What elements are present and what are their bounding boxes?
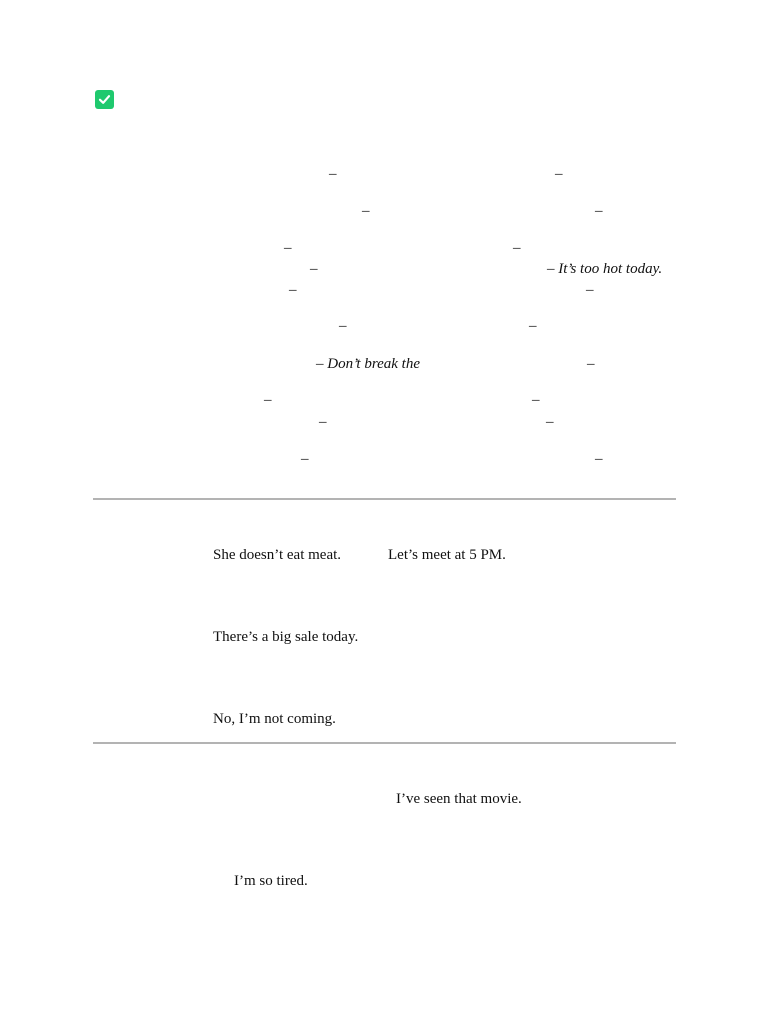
section-divider — [93, 742, 676, 744]
dash-mark: – — [513, 240, 521, 256]
dash-mark: – — [301, 451, 309, 467]
dash-mark: – — [555, 166, 563, 182]
sentence-text: I’ve seen that movie. — [396, 791, 522, 807]
dash-mark: – — [595, 203, 603, 219]
dash-mark: – — [289, 282, 297, 298]
sentence-text: I’m so tired. — [234, 873, 308, 889]
check-icon — [98, 93, 111, 106]
dash-mark: – — [284, 240, 292, 256]
dash-mark: – — [595, 451, 603, 467]
sentence-text: She doesn’t eat meat. — [213, 547, 342, 563]
dash-mark: – — [339, 318, 347, 334]
dash-mark: – — [362, 203, 370, 219]
section-divider — [93, 498, 676, 500]
sentence-text: No, I’m not coming. — [213, 711, 336, 727]
dash-mark: – — [264, 392, 272, 408]
sentence-text: There’s a big sale today. — [213, 629, 359, 645]
its-too-hot-text: – It’s too hot today. — [547, 261, 663, 277]
task-checkbox[interactable] — [95, 90, 114, 109]
sentence-text: Let’s meet at 5 PM. — [388, 547, 506, 563]
dont-break-text: – Don’t break the — [316, 356, 421, 372]
dash-mark: – — [587, 356, 595, 372]
dash-mark: – — [532, 392, 540, 408]
dash-mark: – — [546, 414, 554, 430]
dash-mark: – — [310, 261, 318, 277]
dash-mark: – — [586, 282, 594, 298]
dash-mark: – — [529, 318, 537, 334]
dash-mark: – — [319, 414, 327, 430]
dash-mark: – — [329, 166, 337, 182]
